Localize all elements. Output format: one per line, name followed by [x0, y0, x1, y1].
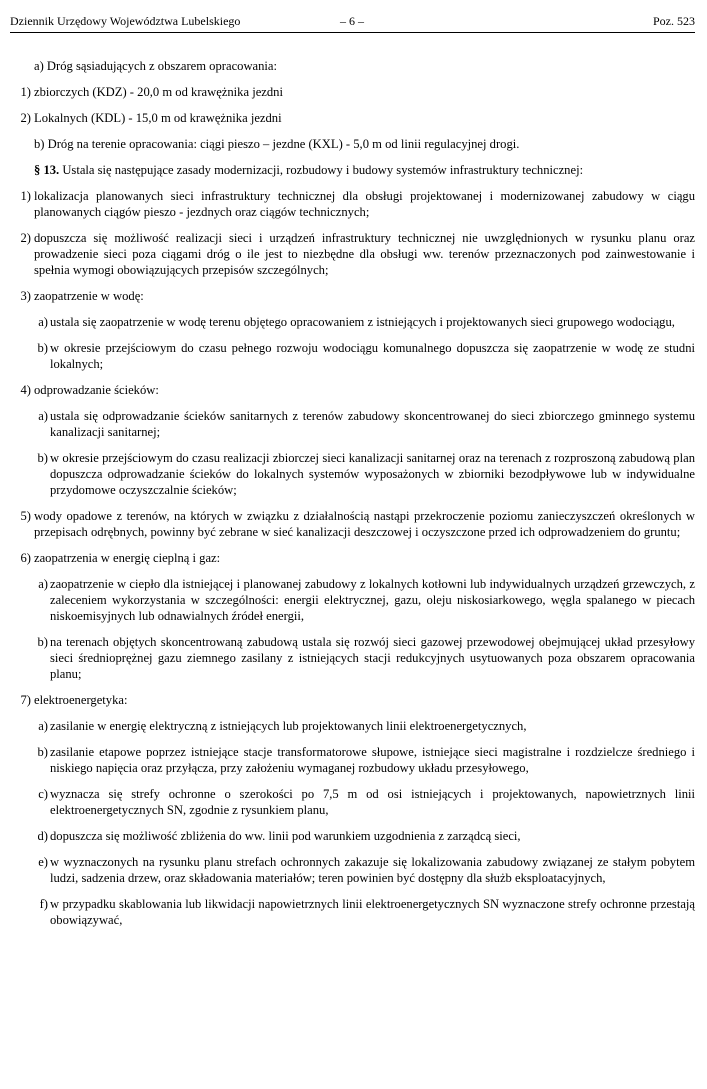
- page-header: [10, 13, 695, 29]
- sub-list-item: [10, 896, 695, 928]
- list-marker: a): [38, 315, 48, 329]
- list-item-text: wody opadowe z terenów, na których w związku z działalnością nastąpi przekroczenie poziomu zanieczyszczeń określonych w przepisach odrębnych, powinny być zebrane w sieć kanalizacji deszczowej i oczyszczone przed ich odprowadzeniem do gruntu;: [34, 509, 695, 539]
- sub-list-item: [10, 718, 695, 734]
- list-marker: b): [37, 451, 48, 465]
- list-marker: 7): [20, 693, 31, 707]
- sub-list-item: [10, 786, 695, 818]
- roads-internal-line: b) Dróg na terenie opracowania: ciągi pieszo – jezdne (KXL) - 5,0 m od linii regulacyjnej drogi.: [34, 137, 520, 151]
- section-13-paragraph: [10, 162, 695, 178]
- list-item-text: elektroenergetyka:: [34, 693, 128, 707]
- list-marker: 1): [20, 189, 31, 203]
- sub-list-item: [10, 340, 695, 372]
- list-item-text: ustala się zaopatrzenie w wodę terenu objętego opracowaniem z istniejących i projektowanych sieci grupowego wodociągu,: [50, 315, 675, 329]
- sub-list-item: [10, 408, 695, 440]
- list-marker: a): [38, 577, 48, 591]
- list-item: [10, 508, 695, 540]
- list-item-text: zasilanie etapowe poprzez istniejące stacje transformatorowe słupowe, istniejące sieci magistralne i rozdzielcze średniego i niskiego napięcia oraz przyłącza, przy założeniu wymaganej rozbudowy układu przesyłowego,: [50, 745, 695, 775]
- section-number: § 13.: [34, 163, 60, 177]
- list-item: [10, 692, 695, 708]
- list-marker: 2): [20, 231, 31, 245]
- list-item-text: lokalizacja planowanych sieci infrastruktury technicznej dla obsługi projektowanej i modernizowanej zabudowy w ciągu planowanych ciągów pieszo - jezdnych oraz ciągów technicznych;: [34, 189, 695, 219]
- list-marker: 1): [20, 85, 31, 99]
- road-class-item: [10, 110, 695, 126]
- list-item: [10, 550, 695, 566]
- section-text: Ustala się następujące zasady modernizacji, rozbudowy i budowy systemów infrastruktury technicznej:: [59, 163, 584, 177]
- sub-list-item: [10, 576, 695, 624]
- list-marker: 3): [20, 289, 31, 303]
- list-item: [10, 230, 695, 278]
- list-item-text: w okresie przejściowym do czasu pełnego rozwoju wodociągu komunalnego dopuszcza się zaopatrzenie w wodę ze studni lokalnych;: [50, 341, 695, 371]
- page-number: – 6 –: [340, 14, 364, 28]
- list-marker: f): [39, 897, 48, 911]
- list-item: [10, 382, 695, 398]
- list-item-text: zbiorczych (KDZ) - 20,0 m od krawężnika jezdni: [34, 85, 283, 99]
- list-item-text: zaopatrzenie w wodę:: [34, 289, 144, 303]
- list-marker: b): [37, 745, 48, 759]
- list-marker: b): [37, 635, 48, 649]
- sub-list-item: [10, 314, 695, 330]
- list-item: [10, 288, 695, 304]
- list-item: [10, 188, 695, 220]
- sub-list-item: [10, 828, 695, 844]
- roads-adjacent-list: [10, 84, 695, 126]
- list-marker: 2): [20, 111, 31, 125]
- list-item-text: w okresie przejściowym do czasu realizacji zbiorczej sieci kanalizacji sanitarnej oraz na terenach z rozproszoną zabudową plan dopuszcza odprowadzanie ścieków do lokalnych systemów wyposażonych w zbiorniki bezodpływowe lub w indywidualne przydomowe oczyszczalnie ścieków;: [50, 451, 695, 497]
- sub-list-item: [10, 634, 695, 682]
- list-marker: 6): [20, 551, 31, 565]
- list-marker: d): [37, 829, 48, 843]
- sub-list-item: [10, 744, 695, 776]
- sub-list-item: [10, 450, 695, 498]
- list-item-text: w przypadku skablowania lub likwidacji napowietrznych linii elektroenergetycznych SN wyznaczone strefy ochronne przestają obowiązywać,: [50, 897, 695, 927]
- infrastructure-list: [10, 188, 695, 928]
- road-class-item: [10, 84, 695, 100]
- list-item-text: dopuszcza się możliwość realizacji sieci i urządzeń infrastruktury technicznej nie uwzględnionych w rysunku planu oraz prowadzenie sieci poza ciągami dróg o ile jest to niezbędne dla obsługi ww. terenów przeznaczonych pod zainwestowanie i spełnia wymogi obowiązujących przepisów szczególnych;: [34, 231, 695, 277]
- list-marker: e): [38, 855, 48, 869]
- list-item-text: w wyznaczonych na rysunku planu strefach ochronnych zakazuje się lokalizowania zabudowy związanej ze stałym pobytem ludzi, sadzenia drzew, oraz składowania materiałów; teren powinien być dostępny dla służb eksploatacyjnych,: [50, 855, 695, 885]
- list-item-text: ustala się odprowadzanie ścieków sanitarnych z terenów zabudowy skoncentrowanej do sieci zbiorczego gminnego systemu kanalizacji sanitarnej;: [50, 409, 695, 439]
- list-item-text: zasilanie w energię elektryczną z istniejących lub projektowanych linii elektroenergetycznych,: [50, 719, 527, 733]
- list-marker: c): [38, 787, 48, 801]
- position-number: Poz. 523: [653, 14, 695, 28]
- list-item-text: zaopatrzenia w energię cieplną i gaz:: [34, 551, 221, 565]
- list-marker: b): [37, 341, 48, 355]
- roads-adjacent-heading: a) Dróg sąsiadujących z obszarem opracowania:: [34, 59, 278, 73]
- list-item-text: Lokalnych (KDL) - 15,0 m od krawężnika jezdni: [34, 111, 282, 125]
- list-item-text: zaopatrzenie w ciepło dla istniejącej i planowanej zabudowy z lokalnych kotłowni lub indywidualnych urządzeń grzewczych, z zaleceniem wykorzystania w szczególności: energii elektrycznej, gazu, oleju niskosiarkowego, węgla spalanego w piecach niskoemisyjnych lub odnawialnych źródeł energii,: [50, 577, 695, 623]
- header-rule: [10, 32, 695, 33]
- list-marker: 4): [20, 383, 31, 397]
- document-body: [10, 58, 695, 938]
- list-marker: a): [38, 719, 48, 733]
- journal-title: Dziennik Urzędowy Województwa Lubelskiego: [10, 14, 241, 28]
- list-item-text: wyznacza się strefy ochronne o szerokości po 7,5 m od osi istniejących i projektowanych, napowietrznych linii elektroenergetycznych SN, zgodnie z rysunkiem planu,: [50, 787, 695, 817]
- list-item-text: dopuszcza się możliwość zbliżenia do ww. linii pod warunkiem uzgodnienia z zarządcą sieci,: [50, 829, 521, 843]
- list-marker: a): [38, 409, 48, 423]
- list-marker: 5): [20, 509, 31, 523]
- sub-list-item: [10, 854, 695, 886]
- list-item-text: na terenach objętych skoncentrowaną zabudową ustala się rozwój sieci gazowej przewodowej obejmującej układ przesyłowy sieci średnioprężnej gazu ziemnego zasilany z istniejących stacji redukcyjnych usytuowanych poza obszarem opracowania planu;: [50, 635, 695, 681]
- list-item-text: odprowadzanie ścieków:: [34, 383, 159, 397]
